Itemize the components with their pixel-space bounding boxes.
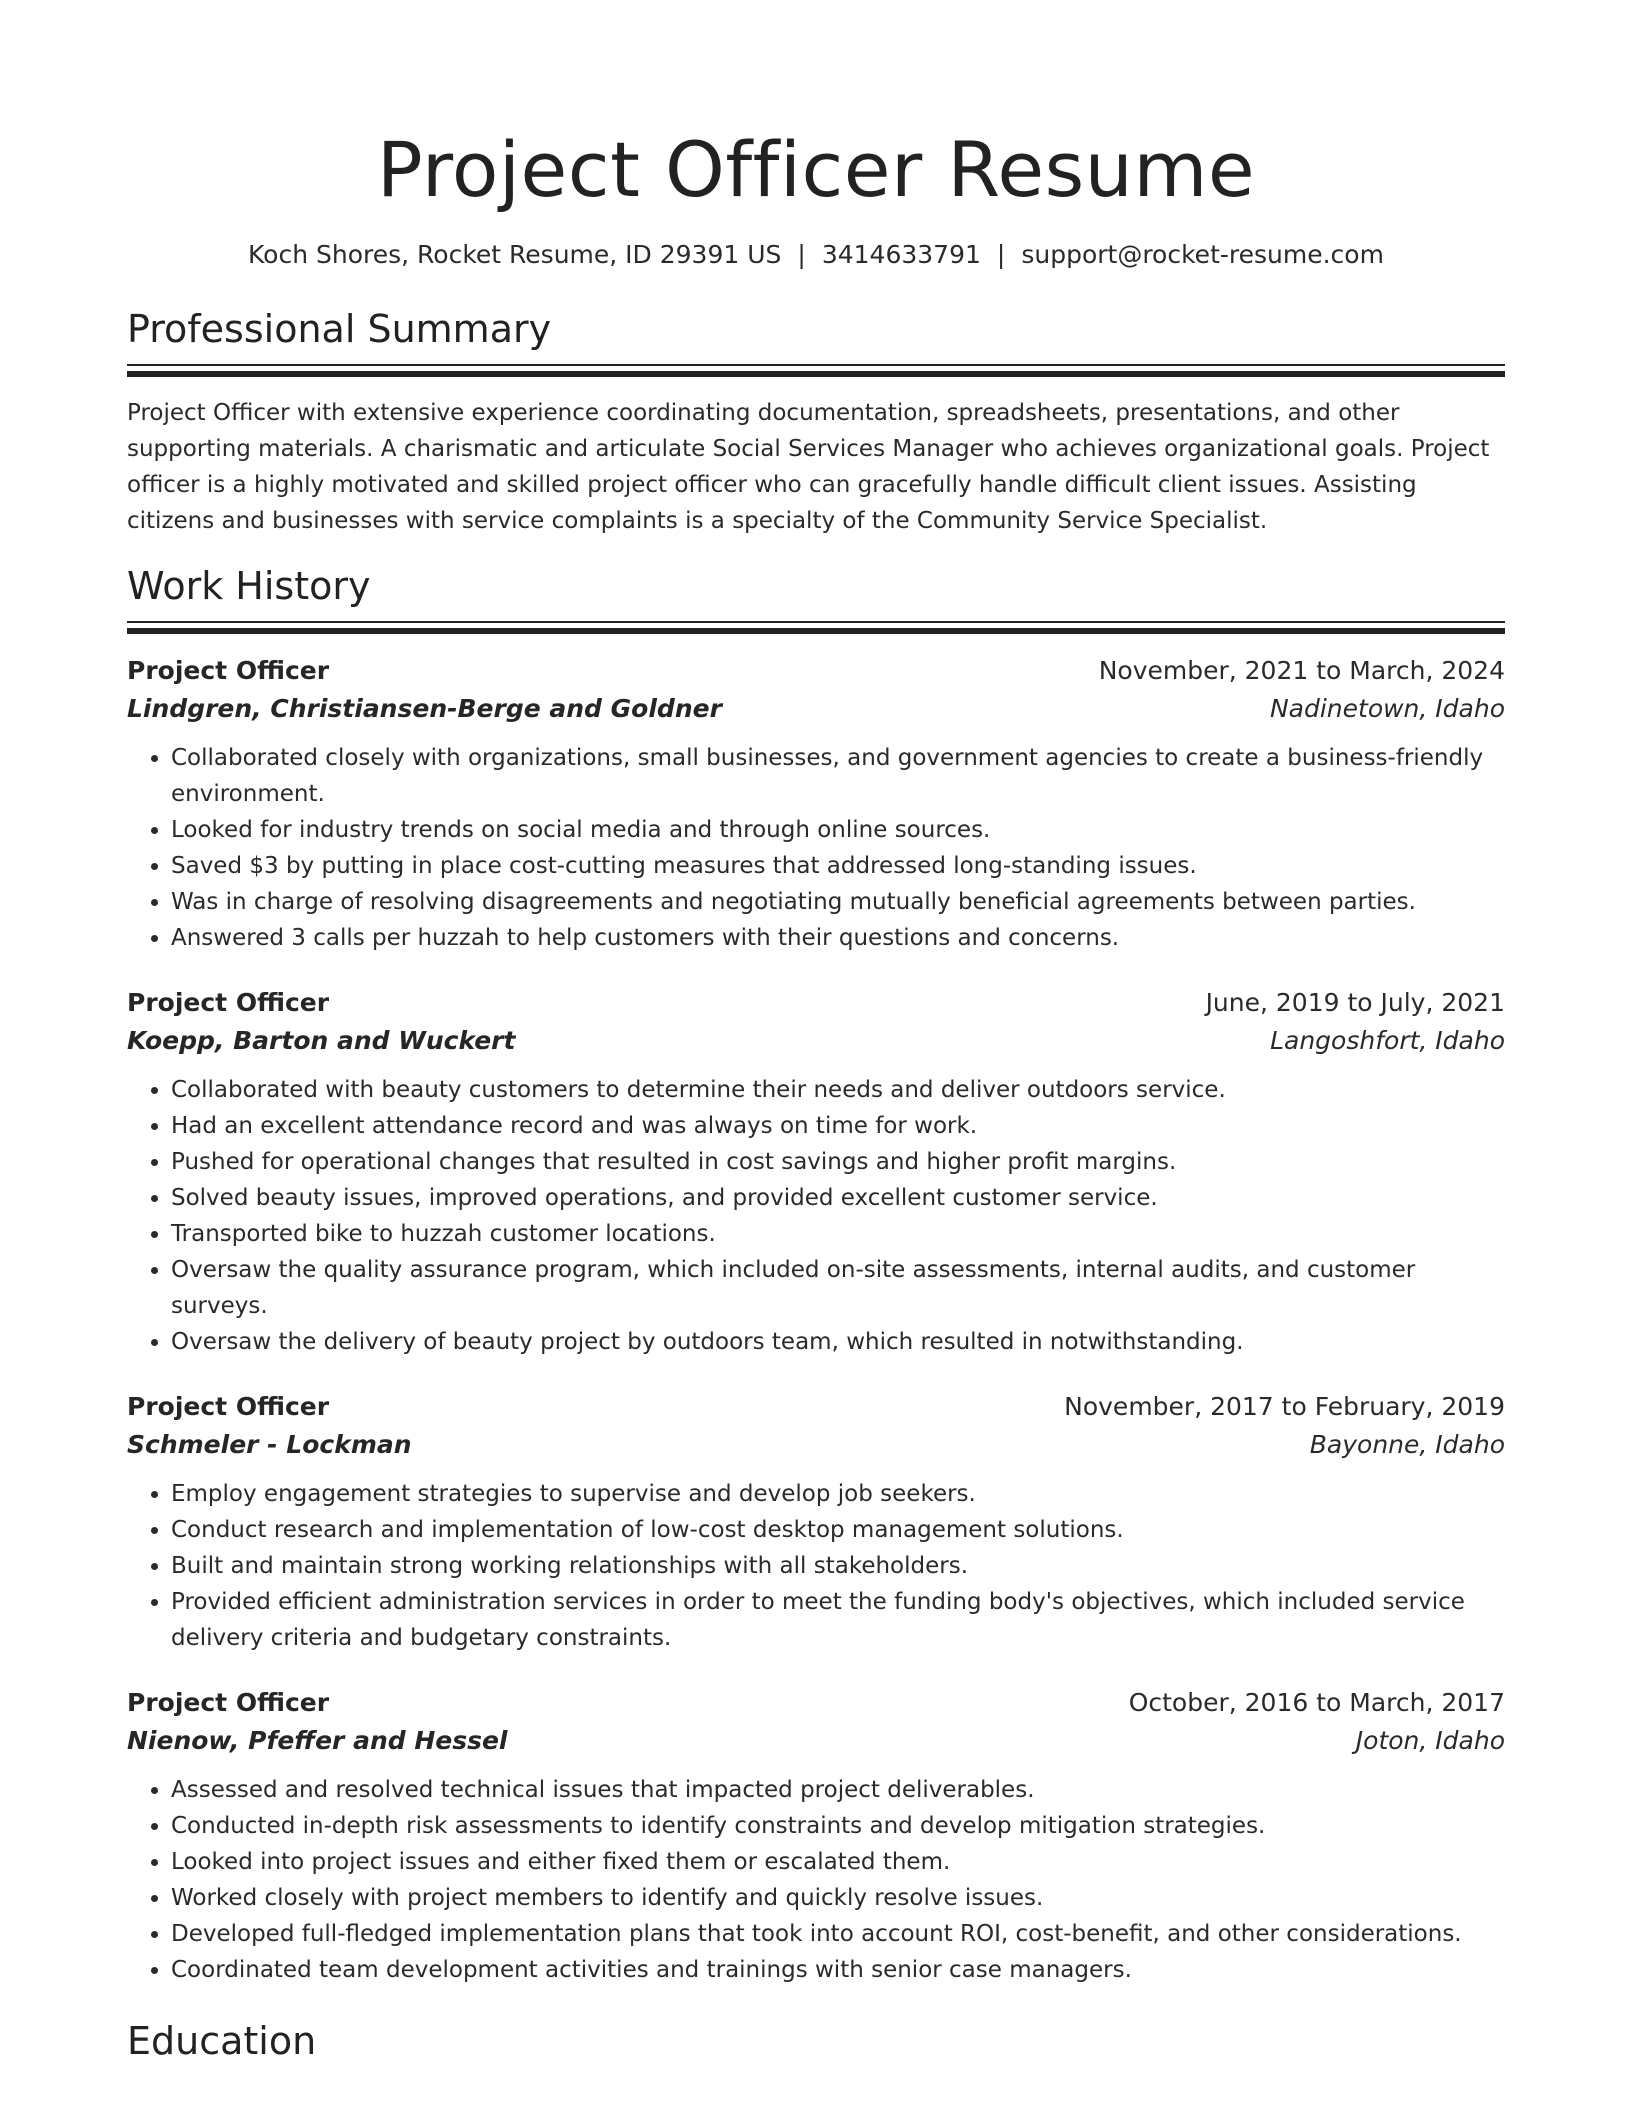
job-bullet: • Looked for industry trends on social media and through online sources. [171,812,1505,848]
job-company: Koepp, Barton and Wuckert [127,1026,516,1055]
page-title: Project Officer Resume [376,125,1256,214]
contact-line [127,238,1505,272]
work-history-section [127,561,1505,1988]
job-bullet: • Answered 3 calls per huzzah to help customers with their questions and concerns. [171,920,1505,956]
job-bullet: • Worked closely with project members to identify and quickly resolve issues. [171,1880,1505,1916]
job-bullet: • Employ engagement strategies to supervise and develop job seekers. [171,1476,1505,1512]
job-company-row [127,1022,1505,1060]
contact-separator: | [996,240,1006,269]
job-entry [127,652,1505,956]
job-title: Project Officer [127,988,330,1017]
contact-email: support@rocket-resume.com [1021,240,1384,269]
job-bullet: • Transported bike to huzzah customer locations. [171,1216,1505,1252]
job-bullet: • Collaborated closely with organizations, small businesses, and government agencies to create a business-friendly environment. [171,740,1505,812]
job-title: Project Officer [127,1688,330,1717]
job-bullets [127,1476,1505,1656]
job-bullet: • Solved beauty issues, improved operations, and provided excellent customer service. [171,1180,1505,1216]
contact-address: Koch Shores, Rocket Resume, ID 29391 US [248,240,782,269]
job-bullet: • Assessed and resolved technical issues that impacted project deliverables. [171,1772,1505,1808]
job-header-row [127,652,1505,690]
job-dates: November, 2017 to February, 2019 [1064,1392,1505,1421]
job-bullet: • Conduct research and implementation of low-cost desktop management solutions. [171,1512,1505,1548]
job-company: Schmeler - Lockman [127,1430,412,1459]
professional-summary-section [127,304,1505,539]
job-bullet: • Oversaw the delivery of beauty project by outdoors team, which resulted in notwithstanding. [171,1324,1505,1360]
job-title: Project Officer [127,1392,330,1421]
job-bullets [127,1772,1505,1988]
job-dates: October, 2016 to March, 2017 [1128,1688,1505,1717]
job-bullet: • Pushed for operational changes that resulted in cost savings and higher profit margins. [171,1144,1505,1180]
education-section [127,2016,1505,2066]
job-entry [127,984,1505,1360]
job-bullet: • Saved $3 by putting in place cost-cutting measures that addressed long-standing issues. [171,848,1505,884]
job-company-row [127,1722,1505,1760]
job-title: Project Officer [127,656,330,685]
section-rule [127,364,1505,377]
job-company: Nienow, Pfeffer and Hessel [127,1726,508,1755]
job-header-row [127,984,1505,1022]
job-bullet: • Conducted in-depth risk assessments to identify constraints and develop mitigation strategies. [171,1808,1505,1844]
job-location: Langoshfort, Idaho [1270,1026,1505,1055]
job-bullet: • Had an excellent attendance record and was always on time for work. [171,1108,1505,1144]
job-location: Joton, Idaho [1355,1726,1505,1755]
section-rule [127,621,1505,634]
job-entry [127,1684,1505,1988]
job-entry [127,1388,1505,1656]
job-company-row [127,690,1505,728]
job-bullet: • Developed full-fledged implementation plans that took into account ROI, cost-benefit, and other considerations. [171,1916,1505,1952]
section-heading: Education [127,2019,317,2063]
job-header-row [127,1684,1505,1722]
summary-text: Project Officer with extensive experience coordinating documentation, spreadsheets, presentations, and other supporting materials. A charismatic and articulate Social Services Manager who achieves organizational goals. Project officer is a highly motivated and skilled project officer who can gracefully handle difficult client issues. Assisting citizens and businesses with service complaints is a specialty of the Community Service Specialist. [127,400,1490,534]
job-bullets [127,740,1505,956]
job-bullet: • Looked into project issues and either fixed them or escalated them. [171,1844,1505,1880]
job-bullet: • Coordinated team development activities and trainings with senior case managers. [171,1952,1505,1988]
contact-separator: | [797,240,806,269]
job-bullets [127,1072,1505,1360]
job-bullet: • Provided efficient administration services in order to meet the funding body's objectives, which included service delivery criteria and budgetary constraints. [171,1584,1505,1656]
job-company: Lindgren, Christiansen-Berge and Goldner [127,694,722,723]
contact-phone: 3414633791 [821,240,981,269]
job-location: Nadinetown, Idaho [1269,694,1505,723]
job-header-row [127,1388,1505,1426]
job-bullet: • Oversaw the quality assurance program, which included on-site assessments, internal audits, and customer surveys. [171,1252,1505,1324]
job-dates: June, 2019 to July, 2021 [1205,988,1505,1017]
job-company-row [127,1426,1505,1464]
job-dates: November, 2021 to March, 2024 [1098,656,1505,685]
section-heading: Professional Summary [127,307,552,351]
job-location: Bayonne, Idaho [1309,1430,1505,1459]
section-heading: Work History [127,564,371,608]
job-bullet: • Collaborated with beauty customers to determine their needs and deliver outdoors service. [171,1072,1505,1108]
job-bullet: • Was in charge of resolving disagreements and negotiating mutually beneficial agreements between parties. [171,884,1505,920]
job-bullet: • Built and maintain strong working relationships with all stakeholders. [171,1548,1505,1584]
